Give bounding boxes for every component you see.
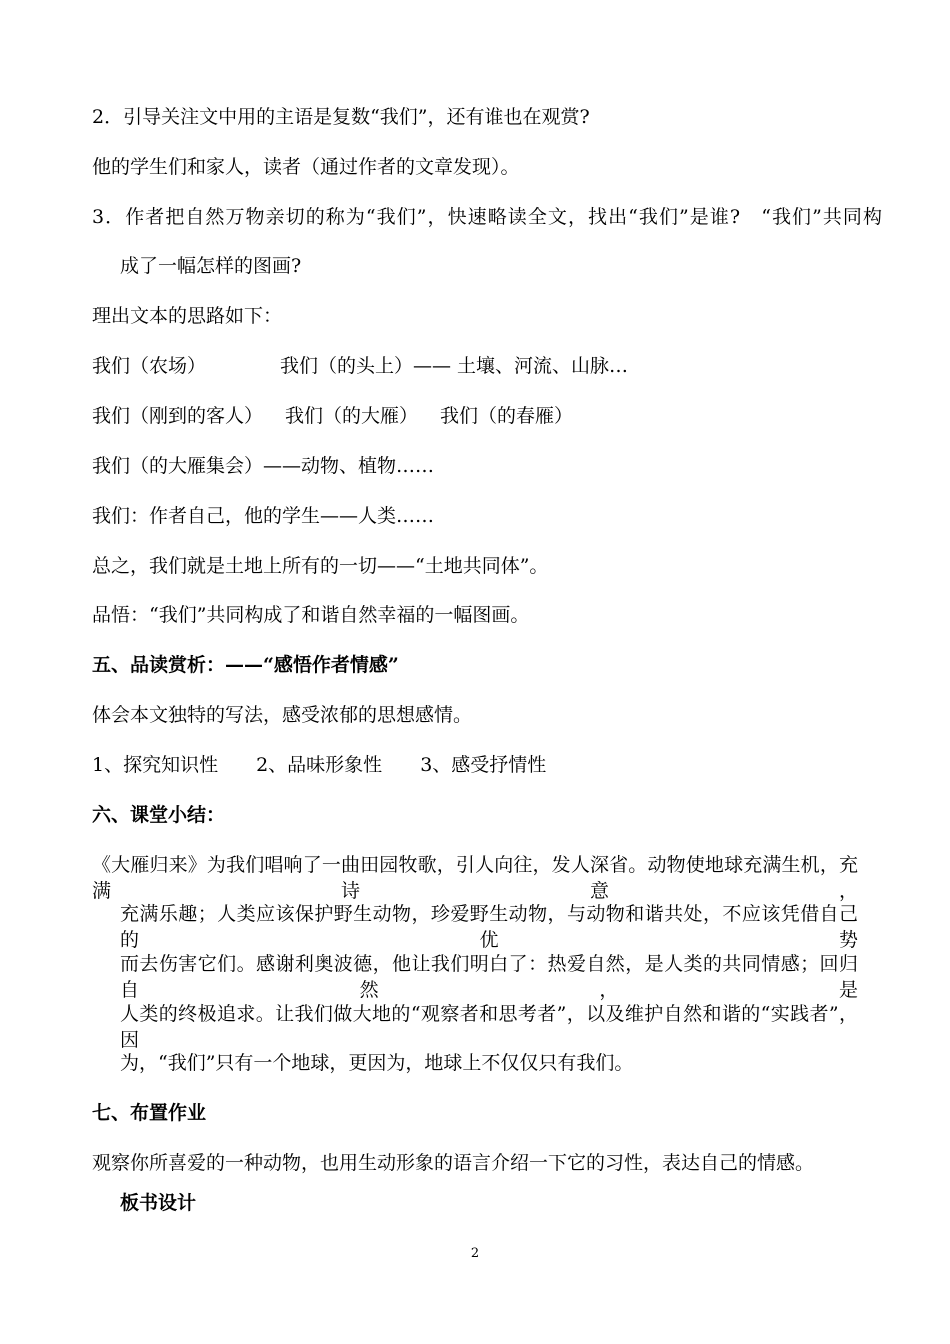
text-line: 观察你所喜爱的一种动物，也用生动形象的语言介绍一下它的习性，表达自己的情感。 <box>92 1152 815 1174</box>
text-line: 品悟：“我们”共同构成了和谐自然幸福的一幅图画。 <box>92 604 530 626</box>
list-item: 3、感受抒情性 <box>420 754 547 776</box>
outline-item: 我们（刚到的客人） <box>92 405 264 427</box>
text-line: 人类的终极追求。让我们做大地的“观察者和思考者”，以及维护自然和谐的“实践者”，因 <box>120 1003 858 1051</box>
outline-item: 我们（的头上）—— 土壤、河流、山脉… <box>280 355 629 377</box>
text-line: 我们：作者自己，他的学生——人类…… <box>92 505 435 527</box>
text-line: 3．作者把自然万物亲切的称为“我们”，快速略读全文，找出“我们”是谁? “我们”共同构 <box>92 206 882 228</box>
outline-row <box>92 403 882 429</box>
list-item: 2、品味形象性 <box>256 754 383 776</box>
text-line: 2．引导关注文中用的主语是复数“我们”，还有谁也在观赏? <box>92 106 590 128</box>
text-line: 而去伤害它们。感谢利奥波德，他让我们明白了：热爱自然，是人类的共同情感；回归自然，是 <box>120 953 858 1001</box>
section-heading: 板书设计 <box>120 1192 197 1214</box>
outline-item: 我们（的大雁） <box>285 405 419 427</box>
text-line: 《大雁归来》为我们唱响了一曲田园牧歌，引人向往，发人深省。动物使地球充满生机，充满诗意， <box>92 854 858 902</box>
text-line: 总之，我们就是土地上所有的一切——“土地共同体”。 <box>92 555 549 577</box>
section-heading: 五、品读赏析：——“感悟作者情感” <box>92 654 399 676</box>
text-line: 充满乐趣；人类应该保护野生动物，珍爱野生动物，与动物和谐共处，不应该凭借自己的优势 <box>120 903 858 951</box>
outline-row <box>92 353 882 379</box>
section-heading: 六、课堂小结： <box>92 804 226 826</box>
text-line: 成了一幅怎样的图画? <box>120 255 302 277</box>
list-item: 1、探究知识性 <box>92 754 219 776</box>
section-heading: 七、布置作业 <box>92 1102 207 1124</box>
text-line: 理出文本的思路如下： <box>92 305 283 327</box>
outline-item: 我们（的春雁） <box>440 405 574 427</box>
text-line: 我们（的大雁集会）——动物、植物…… <box>92 455 435 477</box>
outline-item: 我们（农场） <box>92 355 207 377</box>
page-number: 2 <box>470 1246 480 1261</box>
text-line: 体会本文独特的写法，感受浓郁的思想感情。 <box>92 704 473 726</box>
text-line: 为，“我们”只有一个地球，更因为，地球上不仅仅只有我们。 <box>120 1052 634 1074</box>
text-line: 他的学生们和家人，读者（通过作者的文章发现）。 <box>92 156 520 178</box>
list-row <box>92 752 882 778</box>
